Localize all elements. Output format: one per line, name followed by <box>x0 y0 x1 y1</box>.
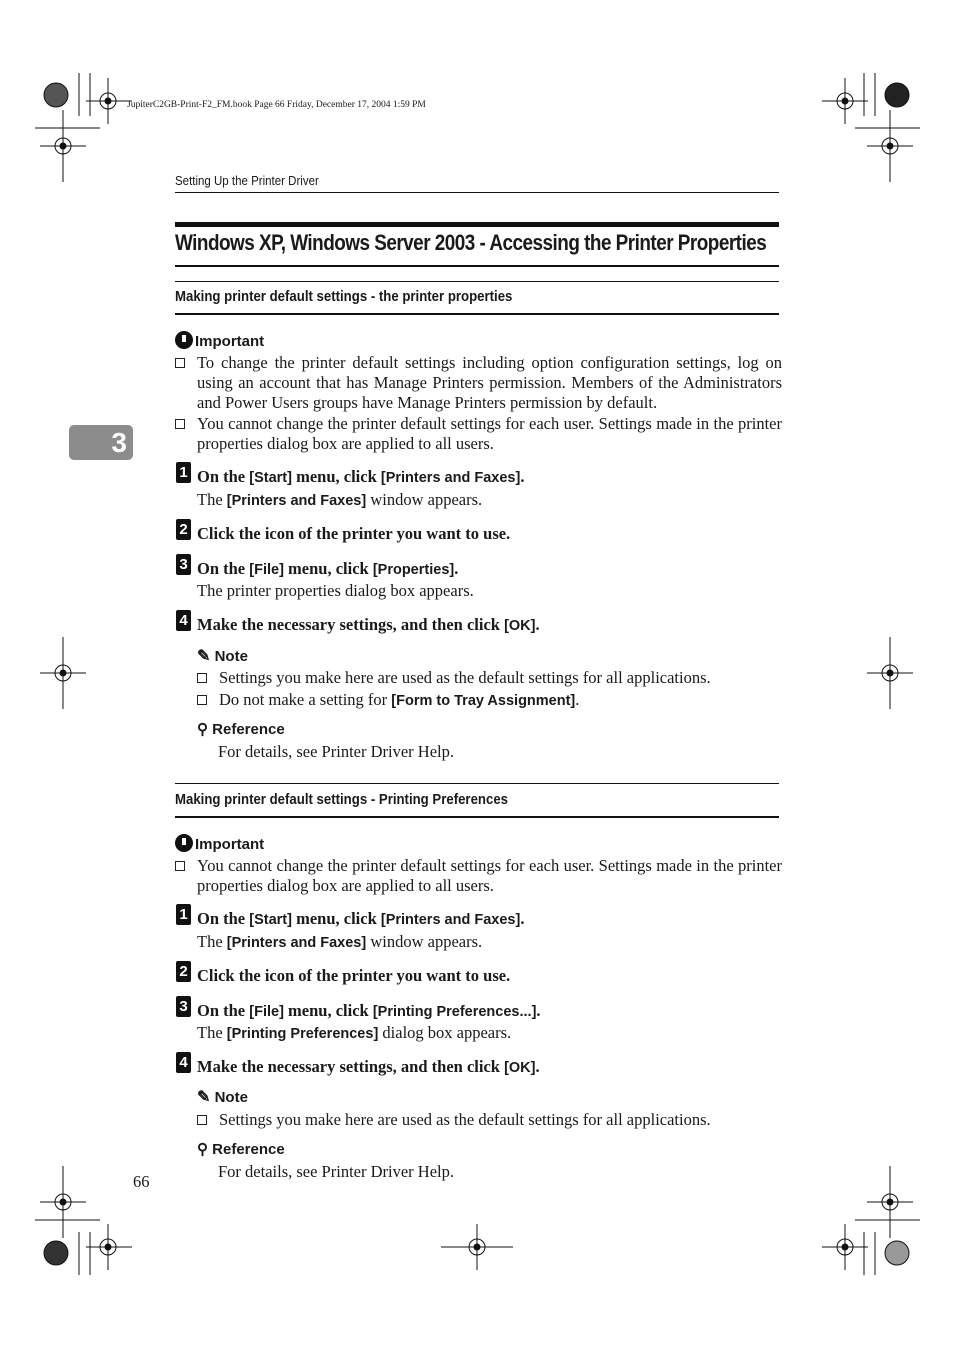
section1-reference: ⚲ Reference <box>197 721 285 738</box>
step-number-4: 4 <box>176 1052 191 1073</box>
step-number-3: 3 <box>176 996 191 1017</box>
book-meta-line: JupiterC2GB-Print-F2_FM.book Page 66 Friday, December 17, 2004 1:59 PM <box>127 100 426 110</box>
step-4-text: Make the necessary settings, and then click [OK]. <box>197 1057 540 1076</box>
step-number-2: 2 <box>176 961 191 982</box>
running-header: Setting Up the Printer Driver <box>175 174 319 188</box>
section2-important: Important <box>175 834 264 853</box>
step-3-text: On the [File] menu, click [Printing Preferences...]. <box>197 1001 541 1020</box>
pencil-icon: ✎ <box>197 1089 211 1106</box>
section2-heading: Making printer default settings - Printing Preferences <box>175 791 508 808</box>
section2-reference: ⚲ Reference <box>197 1141 285 1158</box>
checkbox-bullet-icon <box>175 861 185 871</box>
section2-rule-top <box>175 783 779 784</box>
step-3-text: On the [File] menu, click [Properties]. <box>197 559 459 578</box>
page-title: Windows XP, Windows Server 2003 - Accessing the Printer Properties <box>175 230 767 255</box>
chapter-number: 3 <box>111 427 127 458</box>
title-rule-top <box>175 222 779 227</box>
checkbox-bullet-icon <box>175 419 185 429</box>
checkbox-bullet-icon <box>197 695 207 705</box>
section1-reference-text: For details, see Printer Driver Help. <box>218 742 454 761</box>
page-number: 66 <box>133 1172 150 1191</box>
section1-rule-top <box>175 281 779 282</box>
step-3-result: The [Printing Preferences] dialog box appears. <box>197 1023 512 1042</box>
step-number-2: 2 <box>176 519 191 540</box>
step-1-result: The [Printers and Faxes] window appears. <box>197 490 483 509</box>
section1-heading: Making printer default settings - the printer properties <box>175 288 513 305</box>
pencil-icon: ✎ <box>197 648 211 665</box>
header-rule <box>175 192 779 193</box>
step-2-text: Click the icon of the printer you want to use. <box>197 524 511 543</box>
step-1-text: On the [Start] menu, click [Printers and Faxes]. <box>197 467 525 486</box>
section1-note: ✎ Note <box>197 648 248 665</box>
step-4-text: Make the necessary settings, and then click [OK]. <box>197 615 540 634</box>
important-icon <box>175 834 193 852</box>
checkbox-bullet-icon <box>175 358 185 368</box>
step-number-1: 1 <box>176 904 191 925</box>
title-rule-bottom <box>175 265 779 267</box>
step-1-result: The [Printers and Faxes] window appears. <box>197 932 483 951</box>
magnifier-icon: ⚲ <box>197 721 208 738</box>
step-number-4: 4 <box>176 610 191 631</box>
checkbox-bullet-icon <box>197 1115 207 1125</box>
section2-note: ✎ Note <box>197 1089 248 1106</box>
step-3-result: The printer properties dialog box appears. <box>197 581 474 600</box>
magnifier-icon: ⚲ <box>197 1141 208 1158</box>
step-number-3: 3 <box>176 554 191 575</box>
step-2-text: Click the icon of the printer you want to use. <box>197 966 511 985</box>
step-number-1: 1 <box>176 462 191 483</box>
chapter-tab <box>69 425 133 460</box>
step-1-text: On the [Start] menu, click [Printers and Faxes]. <box>197 909 525 928</box>
checkbox-bullet-icon <box>197 673 207 683</box>
section2-reference-text: For details, see Printer Driver Help. <box>218 1162 454 1181</box>
important-icon <box>175 331 193 349</box>
section1-important: Important <box>175 331 264 350</box>
section1-rule-bottom <box>175 313 779 315</box>
section2-rule-bottom <box>175 816 779 818</box>
